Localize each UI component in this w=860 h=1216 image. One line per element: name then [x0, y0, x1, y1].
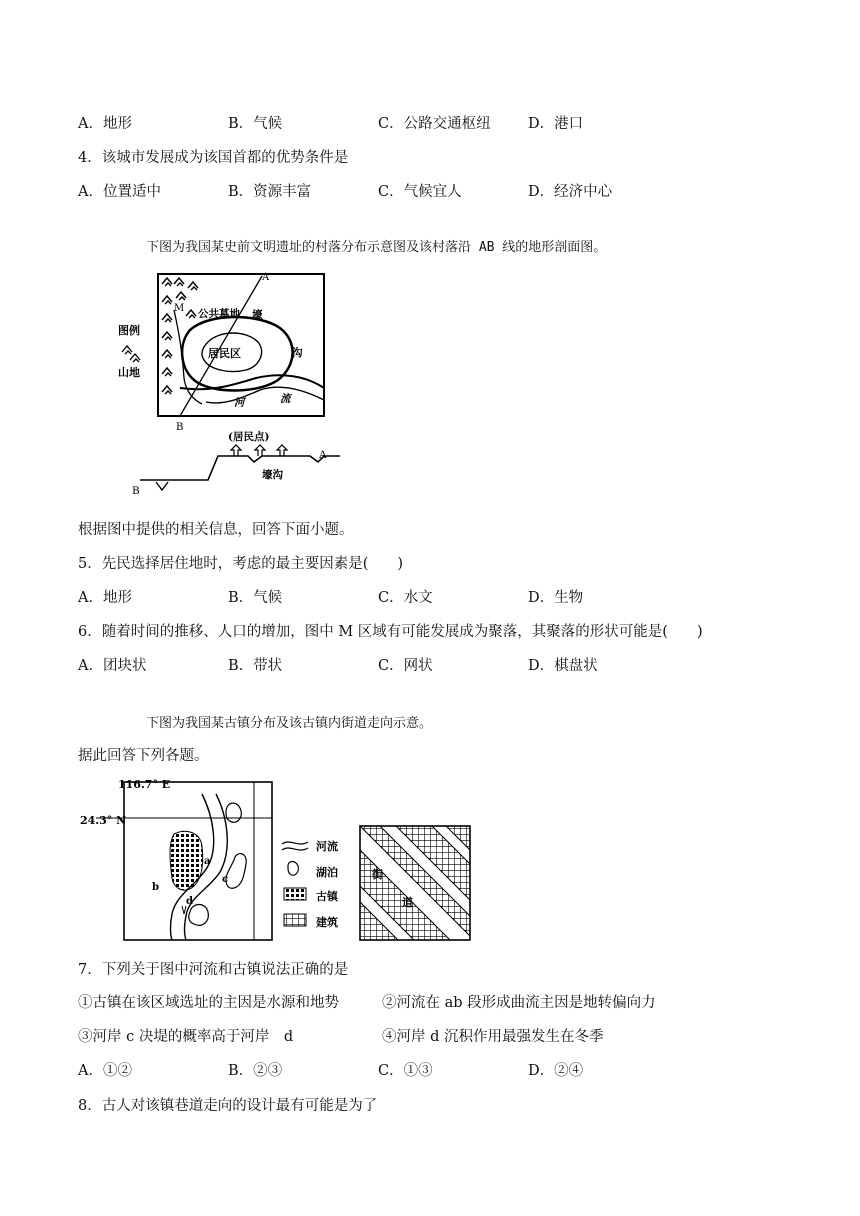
legend-building-label: 建筑	[316, 916, 338, 929]
point-label-a: a	[204, 856, 211, 867]
q3-option-a: A．地形	[78, 116, 132, 132]
intro-2: 下图为我国某史前文明遗址的村落分布示意图及该村落沿 AB 线的地形剖面图。	[146, 240, 607, 255]
legend-label-mountain: 山地	[118, 366, 140, 379]
intro-3: 下图为我国某古镇分布及该古镇内街道走向示意。	[146, 716, 433, 731]
map-label-residential: 居民区	[208, 347, 241, 360]
q4-option-d: D．经济中心	[528, 184, 613, 200]
map-label-ditch-b: 沟	[292, 347, 303, 359]
q6-option-b: B．带状	[228, 658, 283, 674]
settlement-icons	[231, 445, 287, 456]
point-label-c: c	[222, 874, 229, 885]
map-label-river-b: 流	[280, 393, 291, 405]
longitude-label: 116.7° E	[118, 778, 171, 791]
street-pattern	[360, 826, 470, 940]
note-2: 根据图中提供的相关信息，回答下面小题。	[78, 522, 354, 538]
map-label-ditch-a: 壕	[252, 309, 263, 321]
q4-option-c: C．气候宜人	[378, 184, 462, 200]
q7-statements-row2	[78, 1025, 778, 1047]
q7-option-a: A．①②	[78, 1063, 132, 1079]
map-label-a: A	[262, 272, 270, 283]
q5-options	[78, 586, 778, 608]
lake-3	[189, 905, 209, 926]
q4-option-b: B．资源丰富	[228, 184, 312, 200]
q7-stem: 7．下列关于图中河流和古镇说法正确的是	[78, 962, 349, 978]
legend-river-icon	[282, 842, 308, 850]
q7-option-d: D．②④	[528, 1063, 584, 1079]
q5-option-b: B．气候	[228, 590, 283, 606]
q7-statements-row1	[78, 991, 778, 1013]
river	[180, 375, 324, 389]
ancient-town-area	[170, 831, 203, 890]
q6-option-c: C．网状	[378, 658, 433, 674]
q7-statement-3: ③河岸 c 决堤的概率高于河岸 d	[78, 1029, 294, 1045]
map-label-b: B	[176, 422, 184, 433]
point-label-b: b	[152, 882, 159, 893]
legend-river-label: 河流	[316, 840, 338, 853]
profile-label-a: A	[319, 449, 327, 461]
intro-3b: 据此回答下列各题。	[78, 748, 209, 764]
legend-mountain-icon	[122, 346, 140, 362]
q4-options	[78, 180, 778, 202]
map-label-m: M	[174, 303, 185, 314]
map-label-cemetery: 公共墓地	[198, 308, 240, 320]
q4-stem: 4．该城市发展成为该国首都的优势条件是	[78, 150, 349, 166]
q7-statement-1: ①古镇在该区域选址的主因是水源和地势	[78, 995, 339, 1011]
map-label-river-a: 河	[234, 397, 245, 409]
q7-statement-4: ④河岸 d 沉积作用最强发生在冬季	[382, 1029, 604, 1045]
latitude-label: 24.3° N	[80, 814, 127, 827]
q6-options	[78, 654, 778, 676]
q3-options	[78, 112, 778, 134]
street-label-b: 道	[402, 896, 413, 909]
legend-title: 图例	[118, 324, 140, 337]
q5-option-c: C．水文	[378, 590, 433, 606]
lake-1	[226, 803, 241, 822]
legend-lake-icon	[288, 862, 298, 876]
legend-building-icon	[284, 914, 306, 926]
q3-option-b: B．气候	[228, 116, 283, 132]
q3-option-d: D．港口	[528, 116, 584, 132]
q5-option-d: D．生物	[528, 590, 584, 606]
q3-option-c: C．公路交通枢纽	[378, 116, 491, 132]
q6-stem: 6．随着时间的推移、人口的增加，图中 M 区域有可能发展成为聚落，其聚落的形状可能是( )	[78, 624, 703, 640]
q7-statement-2: ②河流在 ab 段形成曲流主因是地转偏向力	[382, 995, 656, 1011]
profile-label-b: B	[132, 485, 140, 497]
q7-option-b: B．②③	[228, 1063, 283, 1079]
point-label-d: d	[186, 896, 193, 907]
terrain-profile	[140, 456, 340, 480]
village-map-figure	[110, 268, 340, 500]
q6-option-d: D．棋盘状	[528, 658, 598, 674]
q5-stem: 5．先民选择居住地时，考虑的最主要因素是( )	[78, 556, 404, 572]
lake-2	[226, 854, 246, 889]
profile-label-settlement: (居民点)	[228, 431, 270, 443]
q7-option-c: C．①③	[378, 1063, 433, 1079]
legend-lake-label: 湖泊	[316, 866, 338, 879]
street-label-a: 街	[372, 868, 383, 881]
q7-options	[78, 1059, 778, 1081]
q6-option-a: A．团块状	[78, 658, 147, 674]
ancient-town-figure	[76, 774, 476, 946]
mountain-symbols	[162, 278, 198, 394]
legend-town-label: 古镇	[316, 890, 338, 903]
q5-option-a: A．地形	[78, 590, 132, 606]
q4-option-a: A．位置适中	[78, 184, 161, 200]
q8-stem: 8．古人对该镇巷道走向的设计最有可能是为了	[78, 1098, 378, 1114]
profile-label-ditch: 壕沟	[262, 469, 283, 481]
legend-town-icon	[284, 888, 306, 900]
